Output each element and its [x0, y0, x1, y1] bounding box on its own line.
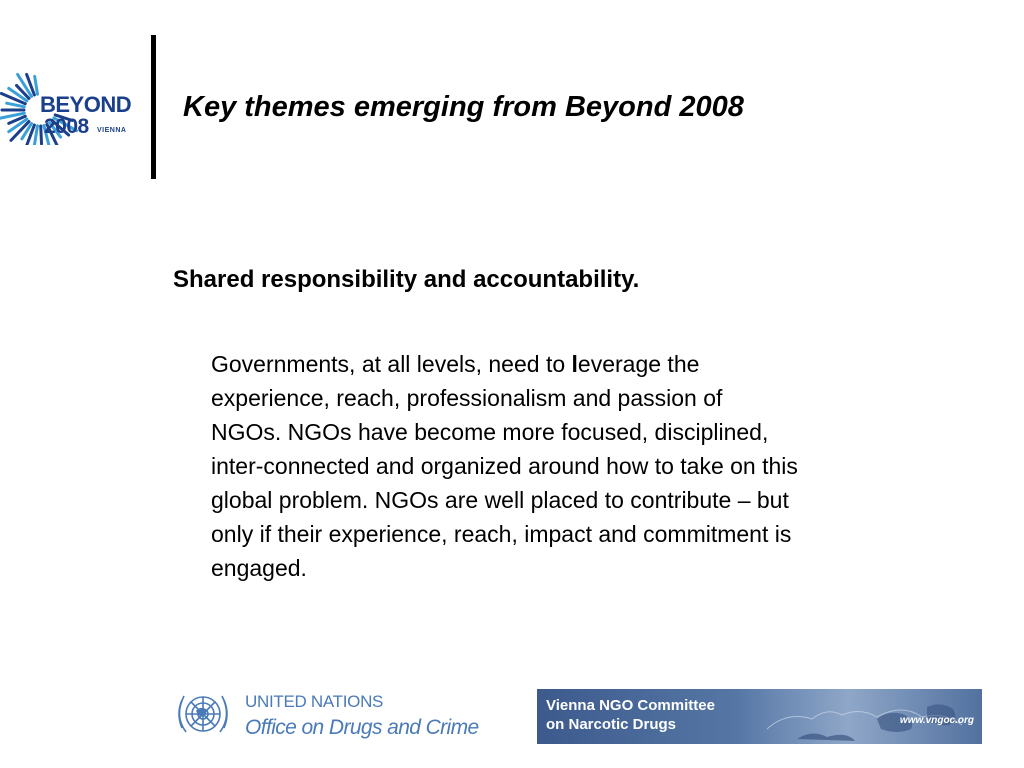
sunburst-ray	[35, 76, 38, 94]
beyond-2008-logo	[0, 50, 145, 145]
section-heading: Shared responsibility and accountability.	[173, 266, 640, 293]
vngoc-name-line2: on Narcotic Drugs	[546, 716, 677, 733]
title-divider	[151, 35, 156, 179]
body-line: Governments, at all levels, need to leverage the	[211, 351, 700, 377]
sunburst-ray	[41, 126, 42, 144]
body-line: inter-connected and organized around how to take on this	[211, 453, 798, 479]
vngoc-banner	[537, 689, 982, 744]
un-emblem-icon	[170, 684, 236, 744]
logo-word-beyond: BEYOND	[40, 92, 132, 117]
body-line: global problem. NGOs are well placed to contribute – but	[211, 487, 789, 513]
logo-word-vienna: VIENNA	[97, 127, 127, 134]
body-paragraph	[211, 347, 951, 585]
body-line: NGOs. NGOs have become more focused, disciplined,	[211, 419, 769, 445]
body-line: engaged.	[211, 555, 307, 581]
body-line: experience, reach, professionalism and passion of	[211, 385, 723, 411]
unodc-name-line2: Office on Drugs and Crime	[245, 716, 479, 739]
body-line: only if their experience, reach, impact and commitment is	[211, 521, 792, 547]
logo-word-2008: 2008	[44, 115, 89, 138]
unodc-logo	[170, 684, 500, 744]
slide-title: Key themes emerging from Beyond 2008	[183, 91, 744, 123]
vngoc-name-line1: Vienna NGO Committee	[546, 697, 715, 714]
vngoc-url: www.vngoc.org	[899, 715, 974, 726]
unodc-name-line1: UNITED NATIONS	[245, 692, 384, 711]
